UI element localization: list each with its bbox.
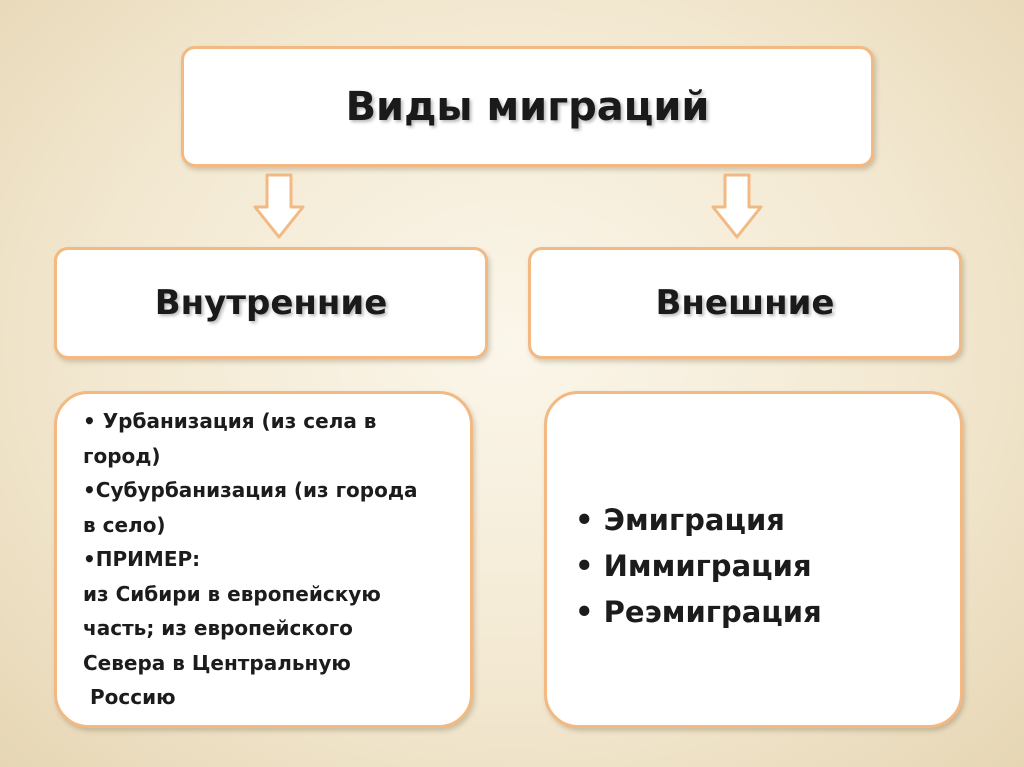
external-list [575, 497, 822, 635]
list-item: Россию [83, 685, 176, 709]
list-item-label: Эмиграция [603, 503, 785, 537]
internal-list-box [54, 391, 473, 728]
external-list-box [544, 391, 963, 728]
internal-list [83, 404, 463, 715]
list-item [575, 543, 822, 589]
list-item: город) [83, 443, 161, 468]
bullet-icon: • [575, 549, 594, 583]
list-item [575, 589, 822, 635]
external-category-label: Внешние [655, 283, 835, 323]
list-item: из Сибири в европейскую [83, 581, 381, 606]
bullet-icon: • [575, 595, 594, 629]
list-item: • Урбанизация (из села в [83, 409, 377, 433]
down-arrow-right-icon [711, 173, 763, 239]
list-item: •Субурбанизация (из города [83, 478, 418, 502]
diagram-title: Виды миграций [345, 83, 710, 130]
list-item-label: Иммиграция [603, 549, 812, 583]
down-arrow-left-icon [253, 173, 305, 239]
list-item: часть; из европейского [83, 616, 353, 640]
title-box [181, 46, 874, 167]
list-item: •ПРИМЕР: [83, 547, 201, 571]
list-item [575, 497, 822, 543]
list-item: Севера в Центральную [83, 650, 351, 675]
bullet-icon: • [575, 503, 594, 537]
internal-category-box [54, 247, 488, 359]
list-item-label: Реэмиграция [603, 595, 822, 629]
internal-category-label: Внутренние [154, 283, 388, 323]
external-category-box [528, 247, 962, 359]
list-item: в село) [83, 512, 166, 537]
